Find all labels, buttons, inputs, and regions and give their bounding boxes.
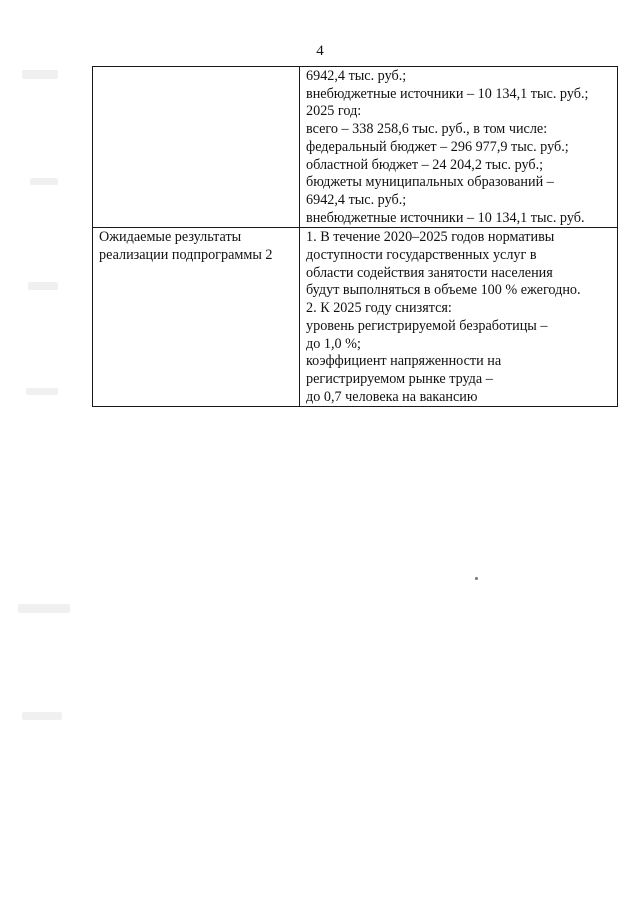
table-row-expected-results (93, 228, 618, 407)
table-text-line: реализации подпрограммы 2 (99, 247, 273, 264)
table-text-line: внебюджетные источники – 10 134,1 тыс. руб.; (306, 85, 589, 102)
row-funding-value-cell (300, 67, 618, 228)
table-text-line: 2. К 2025 году снизятся: (306, 300, 452, 317)
table-text-line: области содействия занятости населения (306, 264, 553, 281)
table-text-line: 6942,4 тыс. руб.; (306, 68, 407, 84)
scan-dot (475, 577, 478, 580)
table-text-line: Ожидаемые результаты (99, 229, 242, 246)
table-text-line: доступности государственных услуг в (306, 247, 537, 264)
row-results-value-cell (300, 228, 618, 407)
table-text-line: до 0,7 человека на вакансию (306, 388, 478, 405)
table-text-line: 6942,4 тыс. руб.; (306, 191, 407, 208)
subprogram-table (92, 66, 618, 407)
row-results-label-cell (93, 228, 300, 407)
table-text-line: всего – 338 258,6 тыс. руб., в том числе: (306, 121, 548, 138)
table-text-line: внебюджетные источники – 10 134,1 тыс. руб. (306, 209, 585, 226)
table-text-line: областной бюджет – 24 204,2 тыс. руб.; (306, 156, 544, 173)
scan-artifact (22, 70, 58, 79)
table-text-line: федеральный бюджет – 296 977,9 тыс. руб.; (306, 138, 569, 155)
scan-artifact (26, 388, 58, 395)
table-text-line: уровень регистрируемой безработицы – (306, 317, 548, 334)
table-text-line: 1. В течение 2020–2025 годов нормативы (306, 229, 555, 246)
table-text-line: будут выполняться в объеме 100 % ежегодно. (306, 282, 581, 299)
table-text-line: до 1,0 %; (306, 335, 361, 352)
table-text-line: коэффициент напряженности на (306, 353, 502, 370)
table-text-line: регистрируемом рынке труда – (306, 370, 493, 387)
scan-artifact (18, 604, 70, 613)
scan-artifact (22, 712, 62, 720)
scan-artifact (30, 178, 58, 185)
scan-artifact (28, 282, 58, 290)
page-number: 4 (316, 43, 324, 59)
table-text-line: бюджеты муниципальных образований – (306, 174, 554, 191)
row-funding-label-cell (93, 67, 300, 228)
table-text-line: 2025 год: (306, 103, 362, 120)
table-row-funding (93, 67, 618, 228)
